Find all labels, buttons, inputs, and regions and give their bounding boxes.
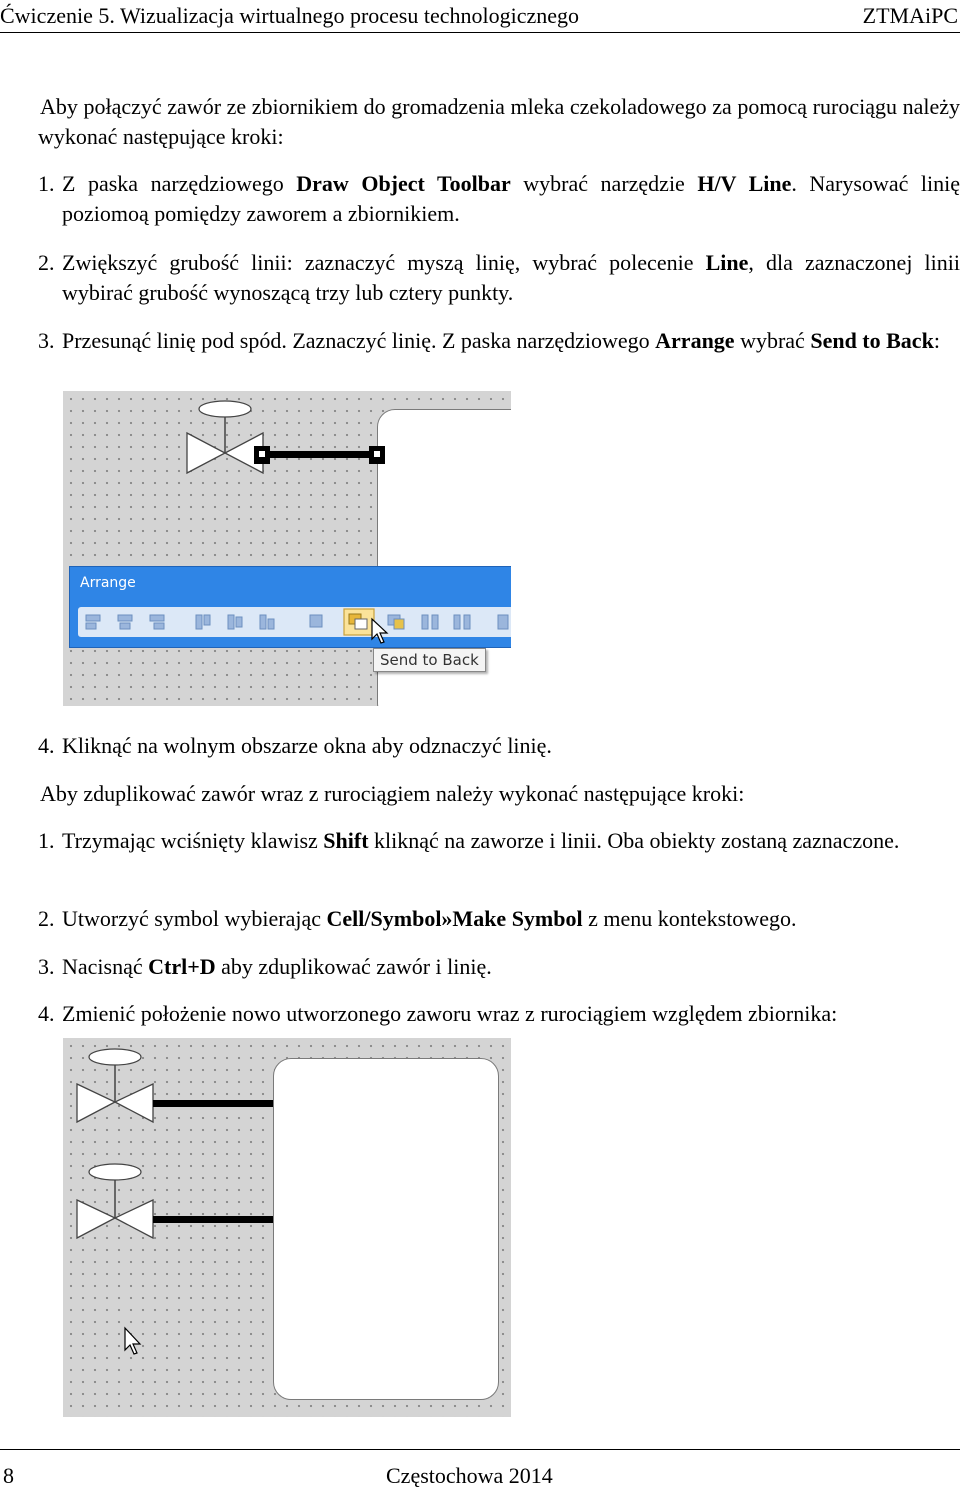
toolbar-button-row	[78, 607, 511, 637]
toolbar-title: Arrange	[80, 575, 136, 591]
step-text: Nacisnąć Ctrl+D aby zduplikować zawór i linię.	[62, 954, 492, 979]
step-text: Kliknąć na wolnym obszarze okna aby odznaczyć linię.	[62, 733, 552, 758]
align-left-icon	[86, 615, 100, 621]
distribute-v-icon	[454, 615, 460, 629]
header-title: Ćwiczenie 5. Wizualizacja wirtualnego procesu technologicznego	[0, 3, 580, 28]
step-text: Zwiększyć grubość linii: zaznaczyć myszą linię, wybrać polecenie Line, dla zaznaczonej linii wybirać grubość wynoszącą trzy lub cztery punkty.	[62, 250, 960, 305]
align-right-icon	[150, 615, 164, 621]
page-header	[0, 3, 960, 31]
footer-center: Częstochowa 2014	[386, 1463, 553, 1488]
intro-paragraph-2: Aby zduplikować zawór wraz z rurociągiem należy wykonać następujące kroki:	[40, 781, 745, 806]
step-number: 1.	[38, 171, 55, 196]
mouse-cursor-icon	[370, 617, 390, 645]
align-center-icon	[118, 615, 132, 621]
send-to-back-tooltip: Send to Back	[373, 648, 486, 672]
pipe-line-1	[153, 1100, 273, 1107]
step-number: 3.	[38, 954, 55, 979]
page-number: 8	[3, 1463, 14, 1488]
footer-rule	[0, 1449, 960, 1450]
step-text: Przesunąć linię pod spód. Zaznaczyć linię. Z paska narzędziowego Arrange wybrać Send to Back:	[62, 328, 940, 353]
valves-and-lines	[63, 1038, 511, 1417]
step1-1	[38, 169, 960, 229]
pipe-line-2	[153, 1216, 273, 1223]
step-text: Utworzyć symbol wybierając Cell/Symbol»Make Symbol z menu kontekstowego.	[62, 906, 797, 931]
step2-2	[38, 904, 960, 934]
valve-icon-duplicate	[77, 1164, 153, 1238]
align-top-icon	[196, 615, 202, 629]
step-text: Trzymając wciśnięty klawisz Shift kliknąć na zaworze i linii. Oba obiekty zostaną zaznaczone.	[62, 828, 900, 853]
step2-3	[38, 952, 960, 982]
center-icon	[310, 615, 322, 627]
step2-1	[38, 826, 960, 856]
figure-send-to-back	[63, 391, 511, 706]
valve-and-line	[63, 391, 511, 511]
valve-icon	[187, 401, 263, 473]
arrange-toolbar	[69, 566, 511, 648]
step-number: 4.	[38, 733, 55, 758]
step1-4	[38, 731, 960, 761]
align-middle-icon	[228, 615, 234, 629]
step-number: 4.	[38, 1001, 55, 1026]
step1-3	[38, 326, 960, 356]
step-number: 3.	[38, 328, 55, 353]
valve-icon	[77, 1049, 153, 1122]
step-number: 2.	[38, 250, 55, 275]
mouse-cursor-icon	[125, 1328, 140, 1354]
step-text: Z paska narzędziowego Draw Object Toolbar wybrać narzędzie H/V Line. Narysować linię poziomoą pomiędzy zaworem a zbiornikiem.	[62, 171, 960, 226]
more-icon	[498, 615, 508, 629]
step2-4	[38, 999, 960, 1029]
pipe-line	[263, 451, 379, 458]
distribute-h-icon	[422, 615, 428, 629]
step1-2	[38, 248, 960, 308]
header-right: ZTMAiPC	[862, 3, 958, 28]
header-rule	[0, 32, 960, 33]
step-text: Zmienić położenie nowo utworzonego zaworu wraz z rurociągiem względem zbiornika:	[62, 1001, 838, 1026]
figure-duplicated-valve	[63, 1038, 511, 1417]
align-bottom-icon	[260, 615, 266, 629]
step-number: 1.	[38, 828, 55, 853]
intro-paragraph-1: Aby połączyć zawór ze zbiornikiem do gromadzenia mleka czekoladowego za pomocą rurociągu należy wykonać następujące kroki:	[38, 94, 960, 149]
step-number: 2.	[38, 906, 55, 931]
